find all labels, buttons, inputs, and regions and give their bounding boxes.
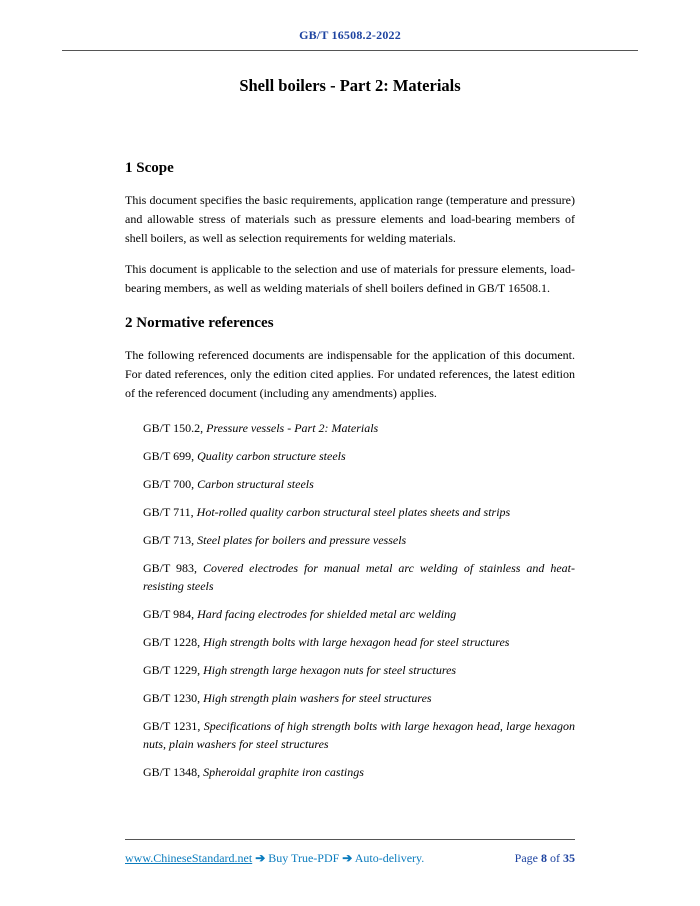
references-list bbox=[125, 419, 575, 781]
normative-references-paragraph: The following referenced documents are indispensable for the application of this document. For dated references, only the edition cited applies. For undated references, the latest edition of the referenced document (including any amendments) applies. bbox=[125, 347, 575, 400]
reference-item bbox=[143, 531, 575, 549]
of-label: of bbox=[550, 851, 560, 865]
reference-title: Quality carbon structure steels bbox=[197, 448, 346, 463]
reference-title: Steel plates for boilers and pressure vessels bbox=[197, 532, 407, 547]
reference-code: GB/T 700, bbox=[143, 476, 195, 491]
reference-code: GB/T 1348, bbox=[143, 764, 201, 779]
buy-true-pdf-label: Buy True-PDF bbox=[268, 851, 340, 865]
arrow-icon: ➔ bbox=[342, 851, 353, 865]
reference-item bbox=[143, 447, 575, 465]
reference-title: High strength large hexagon nuts for steel structures bbox=[203, 662, 457, 677]
reference-item bbox=[143, 559, 575, 595]
auto-delivery-label: Auto-delivery. bbox=[354, 851, 425, 865]
reference-title: Carbon structural steels bbox=[197, 476, 314, 491]
reference-code: GB/T 699, bbox=[143, 448, 195, 463]
scope-paragraph: This document is applicable to the selection and use of materials for pressure elements, load-bearing members, as well as welding materials of shell boilers defined in GB/T 16508.1. bbox=[125, 261, 575, 295]
reference-code: GB/T 711, bbox=[143, 504, 194, 519]
reference-title: Specifications of high strength bolts with large hexagon head, large hexagon nuts, plain washers for steel structures bbox=[143, 718, 576, 751]
page-indicator bbox=[515, 851, 575, 866]
current-page-number: 8 bbox=[541, 851, 547, 865]
section-heading-scope: 1 Scope bbox=[125, 160, 174, 176]
reference-title: Hard facing electrodes for shielded metal arc welding bbox=[197, 606, 457, 621]
reference-code: GB/T 713, bbox=[143, 532, 195, 547]
reference-title: High strength bolts with large hexagon head for steel structures bbox=[203, 634, 510, 649]
footer-divider bbox=[125, 839, 575, 840]
reference-code: GB/T 1228, bbox=[143, 634, 201, 649]
reference-item bbox=[143, 605, 575, 623]
section-heading-normative-references: 2 Normative references bbox=[125, 314, 274, 331]
page-footer bbox=[125, 851, 575, 866]
reference-code: GB/T 984, bbox=[143, 606, 195, 621]
document-body bbox=[125, 150, 575, 791]
reference-code: GB/T 1231, bbox=[143, 718, 201, 733]
reference-item bbox=[143, 689, 575, 707]
reference-item bbox=[143, 717, 575, 753]
header-divider bbox=[62, 50, 638, 51]
page-label: Page bbox=[514, 851, 538, 865]
reference-item bbox=[143, 475, 575, 493]
reference-title: High strength plain washers for steel structures bbox=[203, 690, 432, 705]
reference-code: GB/T 983, bbox=[143, 560, 198, 575]
reference-item bbox=[143, 661, 575, 679]
website-link[interactable]: www.ChineseStandard.net bbox=[125, 851, 253, 865]
reference-item bbox=[143, 763, 575, 781]
reference-code: GB/T 1229, bbox=[143, 662, 201, 677]
reference-item bbox=[143, 419, 575, 437]
reference-title: Spheroidal graphite iron castings bbox=[203, 764, 364, 779]
reference-title: Hot-rolled quality carbon structural steel plates sheets and strips bbox=[196, 504, 511, 519]
reference-title: Covered electrodes for manual metal arc welding of stainless and heat-resisting steels bbox=[143, 560, 575, 593]
reference-title: Pressure vessels - Part 2: Materials bbox=[206, 420, 379, 435]
reference-item bbox=[143, 633, 575, 651]
reference-code: GB/T 1230, bbox=[143, 690, 201, 705]
standard-code-header: GB/T 16508.2-2022 bbox=[299, 28, 401, 42]
document-title: Shell boilers - Part 2: Materials bbox=[239, 76, 461, 95]
scope-paragraph: This document specifies the basic requirements, application range (temperature and pressure) and allowable stress of materials such as pressure elements and load-bearing members of shell boilers, as well as selection requirements for welding materials. bbox=[125, 193, 575, 245]
reference-item bbox=[143, 503, 575, 521]
footer-promo bbox=[125, 851, 424, 866]
arrow-icon: ➔ bbox=[255, 851, 266, 865]
reference-code: GB/T 150.2, bbox=[143, 420, 204, 435]
total-pages-number: 35 bbox=[563, 851, 575, 865]
